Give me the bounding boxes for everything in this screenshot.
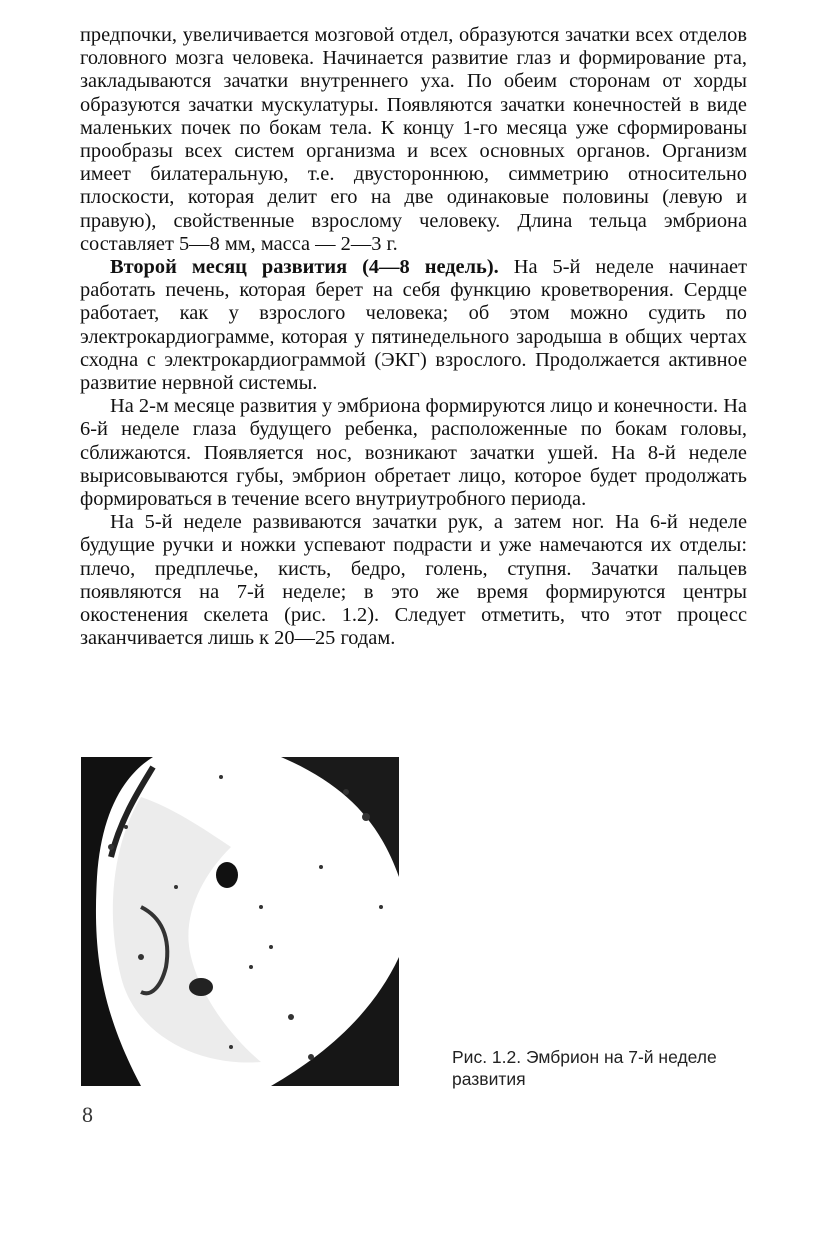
embryo-image (81, 757, 399, 1086)
embryo-eye (216, 862, 238, 888)
figure-caption: Рис. 1.2. Эмбрион на 7-й неделе развития (452, 1047, 717, 1089)
embryo-photo (81, 757, 399, 1086)
text-column (80, 24, 747, 650)
paragraph-2 (80, 256, 747, 395)
paragraph-3: На 2-м месяце развития у эмбриона формируются лицо и конечности. На 6-й неделе глаза будущего ребенка, расположенные по бокам головы, сближаются. Появляется нос, возникают зачатки ушей. На 8-й неделе вырисовываются губы, эмбрион обретает лицо, которое будет продолжать формироваться в течение всего внутриутробного периода. (80, 395, 747, 511)
page-number: 8 (82, 1102, 93, 1127)
paragraph-2-text: На 5-й неделе начинает работать печень, которая берет на себя функцию кроветворения. Сердце работает, как у взрослого человека; об этом можно судить по электрокардиограмме, которая у пятинедельного зародыша в общих чертах сходна с электрокардиограммой (ЭКГ) взрослого. Продолжается активное развитие нервной системы. (80, 256, 747, 395)
section-heading: Второй месяц развития (4—8 недель). (110, 256, 499, 279)
limb-bud-dark (189, 978, 213, 996)
paragraph-4: На 5-й неделе развиваются зачатки рук, а затем ног. На 6-й неделе будущие ручки и ножки успевают подрасти и уже намечаются их отделы: плечо, предплечье, кисть, бедро, голень, ступня. Зачатки пальцев появляются на 7-й неделе; в это же время формируются центры окостенения скелета (рис. 1.2). Следует отметить, что этот процесс заканчивается лишь к 20—25 годам. (80, 511, 747, 650)
paragraph-1: предпочки, увеличивается мозговой отдел, образуются зачатки всех отделов головного мозга человека. Начинается развитие глаз и формирование рта, закладываются зачатки внутреннего уха. По обеим сторонам от хорды образуются зачатки мускулатуры. Появляются зачатки конечностей в виде маленьких почек по бокам тела. К концу 1-го месяца уже сформированы прообразы всех систем организма и всех основных органов. Организм имеет билатеральную, т.е. двустороннюю, симметрию относительно плоскости, которая делит его на две одинаковые половины (левую и правую), свойственные взрослому человеку. Длина тельца эмбриона составляет 5—8 мм, масса — 2—3 г. (80, 24, 747, 255)
